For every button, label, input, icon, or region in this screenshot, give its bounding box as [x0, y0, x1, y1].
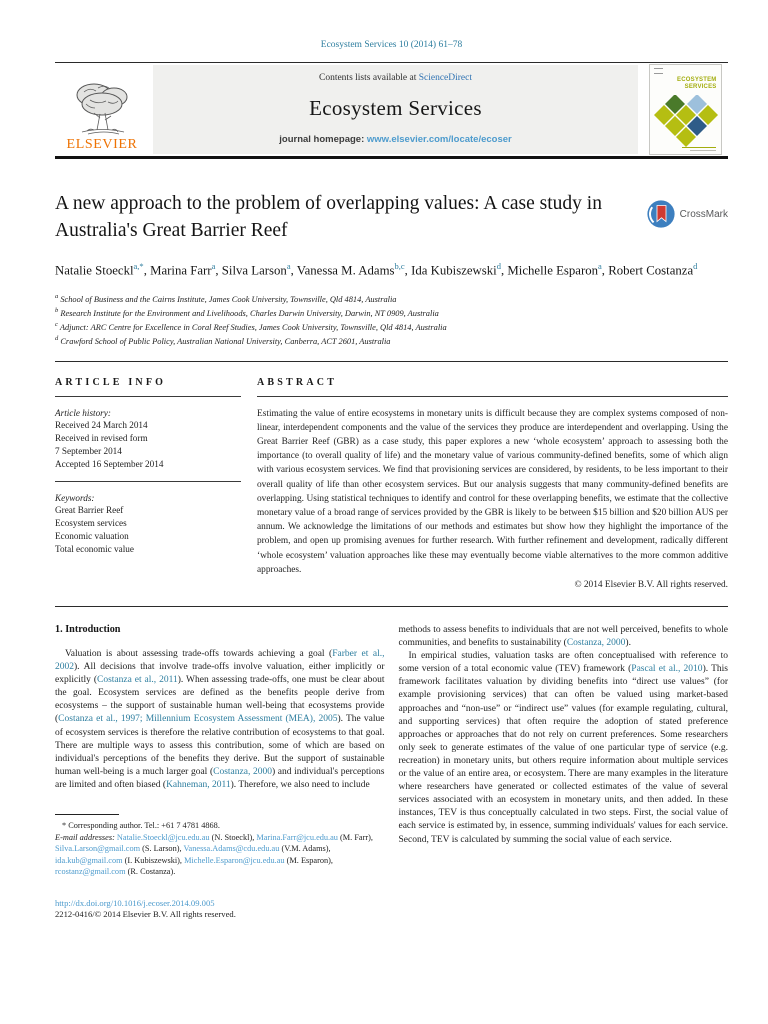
- article-title: A new approach to the problem of overlapping values: A case study in Australia's Great Barrier Reef: [55, 193, 602, 241]
- affiliations-list: [55, 291, 728, 348]
- author-affiliation-sup: d: [496, 261, 501, 271]
- author-name: Natalie Stoeckl: [55, 263, 134, 278]
- text-run: Valuation is about assessing trade-offs towards achieving a goal (: [65, 649, 333, 660]
- text-run: (M. Farr),: [337, 832, 373, 842]
- text-run: (I. Kubiszewski),: [122, 855, 185, 865]
- footnote-rule: [55, 814, 119, 815]
- text-run: (S. Larson),: [140, 844, 184, 854]
- publication-footer: [55, 898, 728, 922]
- doi-link[interactable]: http://dx.doi.org/10.1016/j.ecoser.2014.09.005: [55, 897, 215, 908]
- keywords-label: Keywords:: [55, 492, 95, 503]
- crossmark-badge[interactable]: [646, 197, 728, 231]
- text-run: ). The value of ecosystem services is therefore the relative contribution of ecosystems to that goal. There are multiple ways to assess this contribution, some of which are based on individual's perceptions of the benefits they derive. But the support of sustainable human well-being is a much larger goal (: [55, 714, 385, 777]
- text-run: In empirical studies, valuation tasks are often conceptualised with reference to some version of a total economic value (TEV) framework (: [398, 651, 728, 675]
- elsevier-logo: [55, 63, 149, 156]
- keyword-lines: [55, 504, 241, 555]
- cover-title-line2: SERVICES: [684, 83, 717, 90]
- homepage-label: journal homepage:: [279, 134, 367, 145]
- elsevier-wordmark: ELSEVIER: [66, 137, 138, 152]
- journal-cover-thumbnail: [649, 64, 722, 155]
- article-info-column: [55, 377, 241, 590]
- author-name: Marina Farr: [150, 263, 212, 278]
- article-info-heading: ARTICLE INFO: [55, 376, 167, 388]
- text-run: ).: [625, 638, 631, 649]
- affiliation-line: $^a$ School of Business and the Cairns Institute, James Cook University, Townsville, Qld 4814, Australia: [55, 292, 397, 304]
- text-run: (M. Esparon),: [284, 855, 333, 865]
- author-name: Michelle Esparon: [507, 263, 599, 278]
- citation-link[interactable]: Costanza et al., 1997; Millennium Ecosystem Assessment (MEA), 2005: [58, 714, 338, 725]
- author-name: Silva Larson: [221, 263, 287, 278]
- left-column: [55, 624, 385, 878]
- author-affiliation-sup: a: [286, 261, 291, 271]
- info-divider: [55, 481, 241, 482]
- author-affiliation-sup: d: [693, 261, 698, 271]
- info-abstract-section: [55, 362, 728, 590]
- hyperlink[interactable]: Michelle.Esparon@jcu.edu.au: [184, 855, 285, 865]
- article-history-label: Article history:: [55, 407, 111, 418]
- crossmark-icon: [646, 199, 676, 229]
- hyperlink[interactable]: Silva.Larson@gmail.com: [55, 844, 141, 854]
- affiliation-line: $^d$ Crawford School of Public Policy, Australian National University, Canberra, ACT 2601, Australia: [55, 335, 391, 347]
- elsevier-tree-icon: [64, 80, 140, 136]
- info-line: Received in revised form: [55, 433, 148, 444]
- author-name: Ida Kubiszewski: [411, 263, 497, 278]
- article-info-content: [55, 407, 241, 556]
- text-run: E-mail addresses:: [55, 832, 117, 842]
- text-run: ) and individual's perceptions are limited and often biased (: [55, 766, 385, 790]
- citation-link[interactable]: Costanza et al., 2011: [96, 675, 178, 686]
- crossmark-label: CrossMark: [679, 208, 728, 220]
- introduction-heading: 1. Introduction: [55, 624, 121, 636]
- author-affiliation-sup: a: [598, 261, 602, 271]
- hyperlink[interactable]: Natalie.Stoeckl@jcu.edu.au: [116, 832, 210, 842]
- contents-line-text: Contents lists available at: [318, 73, 419, 83]
- journal-citation: Ecosystem Services 10 (2014) 61–78: [320, 40, 463, 50]
- cover-area: [642, 63, 728, 156]
- affiliation-line: $^c$ Adjunct: ARC Centre for Excellence in Coral Reef Studies, James Cook University, Townsville, Qld 4814, Australia: [55, 321, 447, 332]
- info-line: Total economic value: [55, 543, 134, 554]
- journal-masthead: [153, 65, 638, 154]
- hyperlink[interactable]: Vanessa.Adams@cdu.edu.au: [183, 844, 280, 854]
- email-addresses: [55, 832, 385, 878]
- text-run: ). All decisions that involve trade-offs involve valuation, either implicitly or explicitly (: [55, 662, 385, 686]
- info-line: Accepted 16 September 2014: [55, 458, 164, 469]
- info-line: Economic valuation: [55, 530, 129, 541]
- abstract-heading: ABSTRACT: [257, 376, 338, 388]
- issn-copyright-line: 2212-0416/© 2014 Elsevier B.V. All rights reserved.: [55, 909, 236, 920]
- citation-link[interactable]: Costanza, 2000: [566, 638, 626, 649]
- info-line: Ecosystem services: [55, 518, 127, 529]
- corresponding-author-note: * Corresponding author. Tel.: +61 7 4781 4868.: [62, 821, 220, 831]
- author-affiliation-sup: a: [211, 261, 216, 271]
- abstract-text: Estimating the value of entire ecosystems in monetary units is difficult because they are complex systems composed of non-linear, interdependent components and the value of the services they produce are interdependent and overlapping. Using the Great Barrier Reef (GBR) as a case study, this paper explores a new ‘whole ecosystem’ approach to assessing both the importance (to overall quality of life) and the monetary value of various community-defined benefits, some of which align with various ecosystem services. We find that provisioning services are considered, by residents, to be less important to their overall quality of life than other ecosystem services. But our analysis suggests that many community-defined benefits are overlapping. Using statistical techniques to identify and control for these overlapping benefits, we estimate that the collective monetary value of a broad range of services provided by the GBR is likely to be between $15 billion and $20 billion AUS per annum. We acknowledge the limitations of our methods and estimates but show how they highlight the importance of the problem, and open up promising avenues for further research. With further refinement and development, radically different ‘whole ecosystem’ valuation approaches like these may eventually become viable alternatives to the more common additive approaches.: [257, 408, 728, 575]
- hyperlink[interactable]: Marina.Farr@jcu.edu.au: [256, 832, 338, 842]
- info-line: Received 24 March 2014: [55, 420, 148, 431]
- cover-title-line1: ECOSYSTEM: [677, 77, 717, 83]
- article-history-lines: [55, 419, 241, 470]
- authors-line: Natalie Stoeckl$^{a,*}$, Marina Farr$^a$, Silva Larson$^a$, Vanessa M. Adams$^{b,c}$, Ida Kubiszewski$^d$, Michelle Esparon$^a$, Robert Costanza$^d$: [55, 261, 698, 278]
- text-run: ). This framework facilitates valuation by dividing benefits into “direct use values” (for example provisioning services) that can often be valued using market-based approaches and “non-use” or “indirect use” values (for example regulating, cultural, and supporting services) that often require the adoption of stated preference approaches or approaches that do not rely on current preferences. Some researchers only seek to generate estimates of the value of one particular type of service (e.g. recreation) in monetary units, but others require information about multiple services or the value of an entire area, or ecosystem. There are many examples in the literature where researchers have generated or collected estimates of the value of several services associated with an ecosystem in monetary units, and then added. In these instances, TEV is thus conceptually calculated in two steps. First, the social value of each service is estimated by, in essence, summing individuals' values for each service. Second, TEV is calculated by summing the social value of each service.: [398, 664, 728, 845]
- cover-publisher-mark: [654, 68, 663, 74]
- footnotes: [55, 814, 385, 878]
- cover-title: [677, 77, 716, 90]
- text-run: (V.M. Adams),: [279, 844, 331, 854]
- citation-link[interactable]: Kahneman, 2011: [166, 779, 231, 790]
- journal-header: [55, 62, 728, 159]
- homepage-line: [279, 134, 512, 145]
- author-name: Vanessa M. Adams: [296, 263, 395, 278]
- abstract-column: [257, 377, 728, 590]
- right-column: [399, 624, 729, 878]
- text-run: ). When assessing trade-offs, one must be clear about the goal. Ecosystem services are defined as the benefits people derive from ecosystems – the support of sustainable human well-being that ecosystems provide (: [55, 675, 385, 725]
- text-run: ). Therefore, we also need to include: [230, 779, 370, 790]
- cover-caption-lines: [682, 147, 716, 149]
- intro-paragraph-1: [55, 648, 385, 792]
- article-body: [55, 607, 728, 878]
- citation-link[interactable]: Costanza, 2000: [213, 766, 272, 777]
- journal-title: Ecosystem Services: [309, 96, 482, 120]
- contents-line: [319, 73, 472, 83]
- info-line: 7 September 2014: [55, 445, 122, 456]
- copyright-line: © 2014 Elsevier B.V. All rights reserved.: [574, 580, 728, 591]
- info-line: Great Barrier Reef: [55, 505, 124, 516]
- hyperlink[interactable]: rcostanz@gmail.com: [55, 867, 126, 877]
- sciencedirect-link[interactable]: ScienceDirect: [418, 73, 472, 83]
- heading-rule: [55, 396, 241, 397]
- citation-link[interactable]: Farber et al., 2002: [55, 649, 385, 673]
- text-run: (R. Costanza).: [125, 867, 176, 877]
- text-run: methods to assess benefits to individuals that are not well perceived, benefits to whole communities, and benefits to sustainability (: [398, 625, 728, 649]
- author-name: Robert Costanza: [608, 263, 694, 278]
- intro-paragraph-2: [399, 624, 729, 650]
- heading-rule: [257, 396, 728, 397]
- hyperlink[interactable]: ida.kub@gmail.com: [55, 855, 123, 865]
- citation-link[interactable]: Pascal et al., 2010: [631, 664, 703, 675]
- homepage-url-link[interactable]: www.elsevier.com/locate/ecoser: [366, 134, 512, 145]
- affiliation-line: $^b$ Research Institute for the Environment and Livelihoods, Charles Darwin University, Darwin, NT 0909, Australia: [55, 306, 439, 318]
- text-run: (N. Stoeckl),: [209, 832, 257, 842]
- author-affiliation-sup: a,*: [133, 261, 144, 271]
- author-affiliation-sup: b,c: [394, 261, 405, 271]
- title-row: [55, 191, 728, 244]
- cover-mosaic-graphic: [654, 95, 718, 147]
- intro-paragraph-3: [399, 650, 729, 846]
